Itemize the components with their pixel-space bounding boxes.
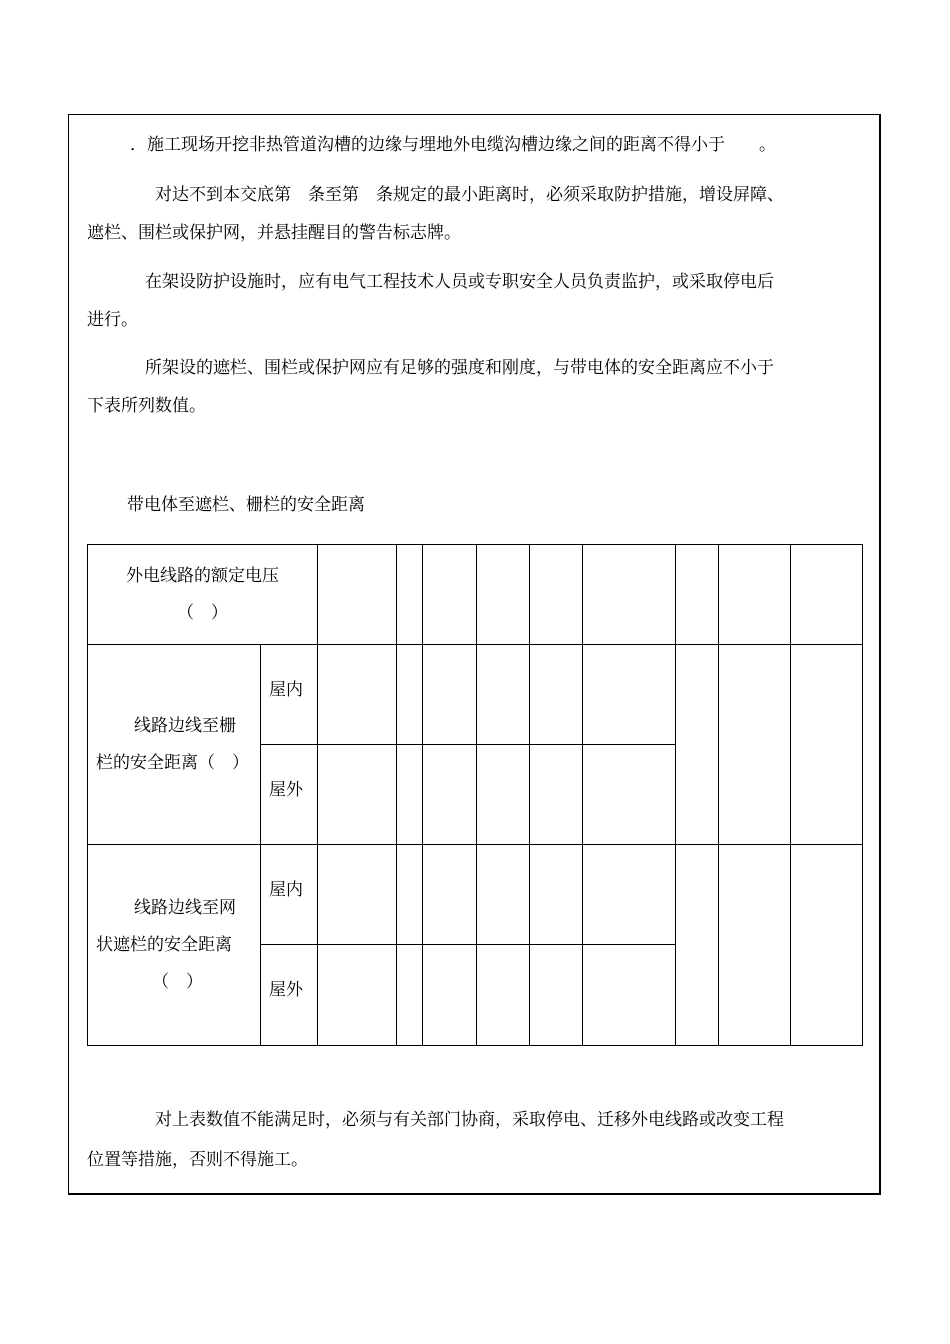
table-cell [318, 845, 397, 945]
net-outdoor-label: 屋外 [261, 945, 318, 1046]
fence-label-line-1: 线路边线至栅 [134, 715, 236, 736]
voltage-header-unit: （ ） [177, 602, 228, 623]
table-cell [676, 645, 719, 845]
paragraph-1: ．施工现场开挖非热管道沟槽的边缘与埋地外电缆沟槽边缘之间的距离不得小于 。 [130, 135, 776, 155]
table-cell [719, 845, 791, 1046]
table-cell [530, 545, 583, 645]
net-label-line-2: 状遮栏的安全距离 [96, 934, 232, 955]
table-cell [530, 645, 583, 745]
table-cell [719, 645, 791, 845]
paragraph-5-line-1: 对上表数值不能满足时，必须与有关部门协商，采取停电、迁移外电线路或改变工程 [155, 1110, 784, 1130]
net-label-line-3: （ ） [152, 971, 203, 992]
voltage-header-cell [88, 545, 318, 645]
table-cell [719, 545, 791, 645]
safety-distance-table [87, 544, 863, 1046]
voltage-header-label: 外电线路的额定电压 [126, 565, 279, 586]
table-cell [477, 545, 530, 645]
table-cell [423, 745, 477, 845]
table-cell [423, 645, 477, 745]
paragraph-5-line-2: 位置等措施，否则不得施工。 [87, 1150, 308, 1170]
table-cell [397, 845, 423, 945]
paragraph-2-line-2: 遮栏、围栏或保护网，并悬挂醒目的警告标志牌。 [87, 223, 461, 243]
net-label-line-1: 线路边线至网 [134, 897, 236, 918]
table-cell [318, 545, 397, 645]
table-cell [477, 745, 530, 845]
table-caption: 带电体至遮栏、栅栏的安全距离 [127, 495, 365, 515]
table-cell [397, 745, 423, 845]
paragraph-4-line-2: 下表所列数值。 [87, 396, 206, 416]
table-cell [318, 745, 397, 845]
table-cell [583, 545, 676, 645]
table-cell [791, 545, 863, 645]
table-cell [423, 945, 477, 1046]
table-cell [318, 945, 397, 1046]
paragraph-2-line-1: 对达不到本交底第 条至第 条规定的最小距离时，必须采取防护措施，增设屏障、 [155, 185, 784, 205]
table-cell [477, 845, 530, 945]
table-cell [530, 845, 583, 945]
table-cell [530, 945, 583, 1046]
net-distance-label [88, 845, 261, 1046]
net-indoor-label: 屋内 [261, 845, 318, 945]
table-cell [423, 545, 477, 645]
table-cell [397, 945, 423, 1046]
table-cell [477, 945, 530, 1046]
fence-distance-label [88, 645, 261, 845]
table-cell [583, 645, 676, 745]
table-cell [583, 845, 676, 945]
fence-indoor-label: 屋内 [261, 645, 318, 745]
table-cell [397, 545, 423, 645]
table-cell [676, 545, 719, 645]
table-cell [791, 845, 863, 1046]
paragraph-3-line-1: 在架设防护设施时，应有电气工程技术人员或专职安全人员负责监护，或采取停电后 [145, 272, 774, 292]
fence-label-line-2: 栏的安全距离（ ） [96, 752, 249, 773]
table-cell [583, 745, 676, 845]
paragraph-3-line-2: 进行。 [87, 310, 138, 330]
fence-outdoor-label: 屋外 [261, 745, 318, 845]
table-cell [791, 645, 863, 845]
table-cell [530, 745, 583, 845]
table-cell [423, 845, 477, 945]
table-cell [397, 645, 423, 745]
table-cell [676, 845, 719, 1046]
table-cell [583, 945, 676, 1046]
table-cell [477, 645, 530, 745]
paragraph-4-line-1: 所架设的遮栏、围栏或保护网应有足够的强度和刚度，与带电体的安全距离应不小于 [145, 358, 774, 378]
table-cell [318, 645, 397, 745]
